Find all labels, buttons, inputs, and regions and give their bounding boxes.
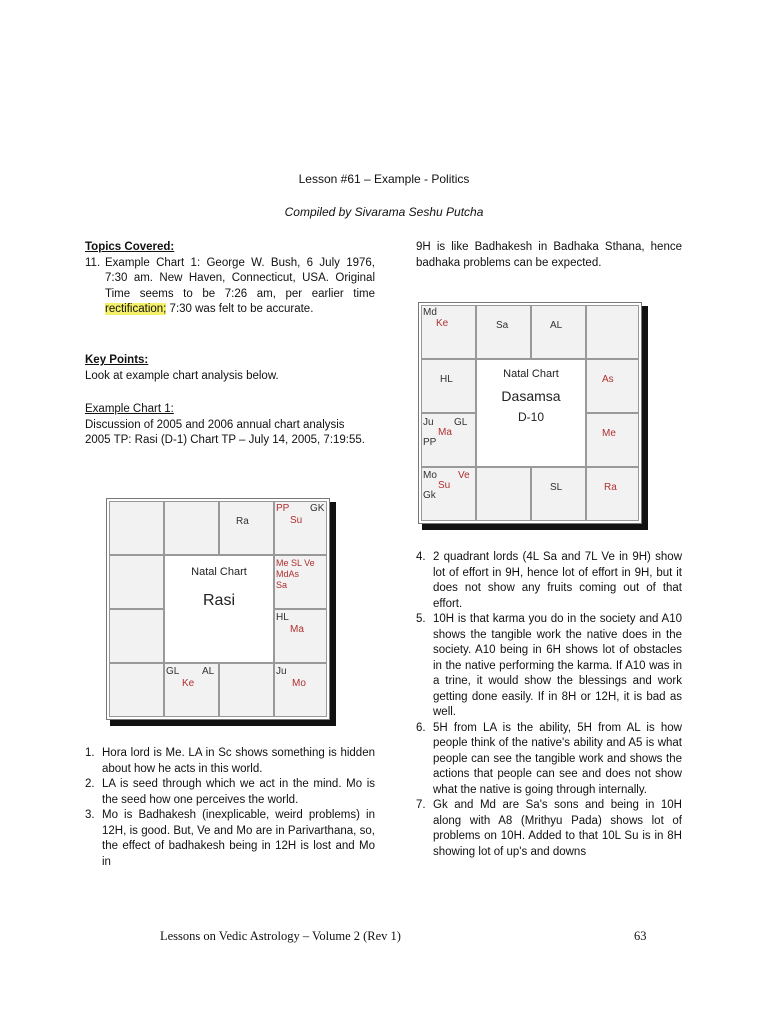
page-title: Lesson #61 – Example - Politics — [298, 172, 470, 186]
rasi-chart — [106, 498, 336, 726]
example-heading: Example Chart 1: — [85, 403, 174, 415]
planet-label: Mo — [423, 470, 437, 481]
planet-label: PP — [423, 437, 437, 448]
key-points-heading: Key Points: — [85, 354, 149, 366]
planet-label: Ra — [604, 482, 617, 493]
rasi-center-name: Rasi — [202, 592, 235, 609]
planet-label: MdAs — [276, 569, 300, 579]
right-intro: 9H is like Badhakesh in Badhaka Sthana, hence badhaka problems can be expected. — [416, 241, 682, 269]
planet-label: Ju — [276, 666, 287, 677]
list-item: 6. 5H from LA is the ability, 5H from AL is how people think of the native's ability and A5 is what people can see the tangible work and shows the actions that people can see and does not show what the native is going through internally. — [416, 721, 682, 796]
rasi-center-title: Natal Chart — [191, 566, 247, 578]
rasi-center — [164, 555, 274, 663]
planet-label: Ma — [438, 427, 452, 438]
dasamsa-center-name: Dasamsa — [501, 388, 561, 404]
list-item: 7. Gk and Md are Sa's sons and being in 10H along with A8 (Mrithyu Pada) shows lot of problems on 10H. Added to that 10L Su is in 8H showing lot of up's and downs — [416, 799, 682, 858]
key-points-text: Look at example chart analysis below. — [85, 369, 279, 382]
dasamsa-center-title: Natal Chart — [503, 368, 559, 380]
topic-text-a: Example Chart 1: George W. Bush, 6 July 1976, 7:30 am. New Haven, Connecticut, USA. Original Time seems to be 7:26 am, per earlier time — [105, 256, 375, 300]
example-line-1: Discussion of 2005 and 2006 annual chart analysis — [85, 418, 345, 431]
planet-label: HL — [440, 374, 453, 385]
planet-label: Sa — [276, 580, 288, 590]
footer-book-title: Lessons on Vedic Astrology – Volume 2 (Rev 1) — [160, 929, 401, 943]
planet-label: Ra — [236, 516, 249, 527]
topics-heading: Topics Covered: — [85, 241, 175, 253]
planet-label: GL — [454, 417, 468, 428]
topic-item — [85, 256, 375, 318]
planet-label: AL — [202, 666, 215, 677]
list-item: 3. Mo is Badhakesh (inexplicable, weird problems) in 12H, is good. But, Ve and Mo are in Parivarthana, so, the effect of badhakesh being in 12H is lost and Mo in — [85, 809, 375, 868]
planet-label: GK — [310, 503, 325, 514]
topic-highlight: rectification; — [105, 303, 167, 315]
list-item: 4. 2 quadrant lords (4L Sa and 7L Ve in 9H) show lot of effort in 9H, hence lot of effort in 9H, but it does not show any fruits coming out of that effort. — [416, 551, 682, 610]
list-item: 1. Hora lord is Me. LA in Sc shows something is hidden about how he acts in this world. — [85, 747, 375, 775]
planet-label: HL — [276, 612, 289, 623]
planet-label: Ma — [290, 624, 304, 635]
planet-label: AL — [550, 320, 563, 331]
planet-label: Md — [423, 307, 437, 318]
topic-number: 11. — [85, 256, 101, 269]
planet-label: Sa — [496, 320, 509, 331]
list-item: 5. 10H is that karma you do in the society and A10 shows the tangible work the native does in the society. A10 being in 6H shows lot of obstacles in the native performing the karma. If A10 was in a trine, it would show the blessings and work getting done easily. If in 8H or 12H, it is bad as well. — [416, 613, 682, 718]
planet-label: PP — [276, 503, 290, 514]
planet-label: Gk — [423, 490, 436, 501]
example-section — [85, 402, 375, 449]
planet-label: Ju — [423, 417, 434, 428]
planet-label: Ke — [436, 318, 449, 329]
key-points-section — [85, 353, 375, 384]
planet-label: Ve — [458, 470, 470, 481]
planet-label: Su — [290, 515, 303, 526]
page-number: 63 — [634, 929, 647, 943]
left-numbered-list — [85, 746, 375, 870]
example-line-2: 2005 TP: Rasi (D-1) Chart TP – July 14, 2005, 7:19:55. — [85, 434, 365, 446]
topics-section — [85, 240, 375, 318]
page-subtitle: Compiled by Sivarama Seshu Putcha — [284, 205, 484, 219]
dasamsa-chart — [418, 302, 648, 530]
planet-label: Ke — [182, 678, 195, 689]
dasamsa-center — [476, 359, 586, 467]
planet-label: Me SL Ve — [276, 558, 315, 568]
dasamsa-center-sub: D-10 — [517, 410, 544, 424]
topic-text-b: 7:30 was felt to be accurate. — [166, 303, 314, 315]
planet-label: Mo — [292, 678, 306, 689]
planet-label: Me — [602, 428, 616, 439]
planet-label: SL — [550, 482, 563, 493]
planet-label: Su — [438, 480, 451, 491]
list-item: 2. LA is seed through which we act in the mind. Mo is the seed how one perceives the world. — [85, 778, 375, 806]
planet-label: GL — [166, 666, 180, 677]
right-numbered-list — [416, 550, 682, 860]
planet-label: As — [602, 374, 614, 385]
